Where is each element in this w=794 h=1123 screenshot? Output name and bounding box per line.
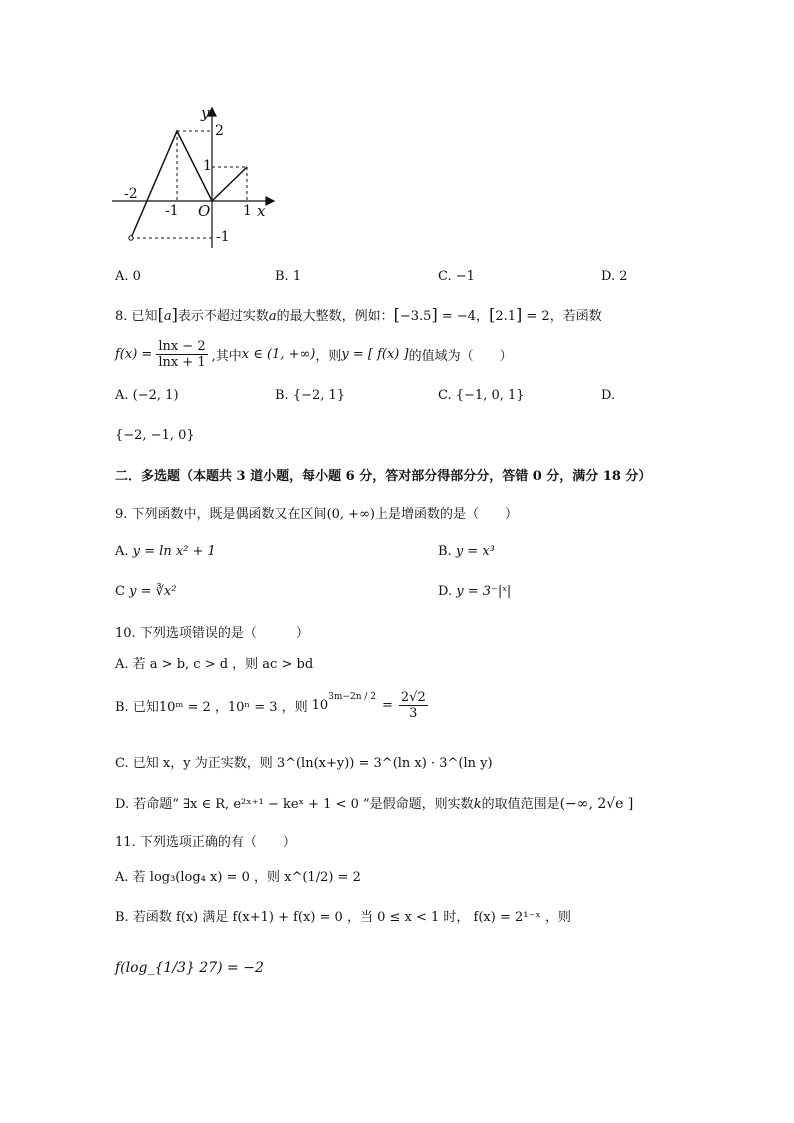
q9-option-d[interactable]: D. y = 3⁻|ˣ| [438,584,512,599]
q11-stem: 11. 下列选项正确的有（ ） [115,835,296,850]
q9-stem: 9. 下列函数中，既是偶函数又在区间(0, +∞)上是增函数的是（ ） [115,507,518,522]
q8-option-b[interactable]: B. {−2, 1} [275,388,346,403]
tick-y-1: 1 [203,158,212,174]
q10-option-b[interactable]: B. 已知10ᵐ = 2 ，10ⁿ = 3 ，则 10 3m−2n / 2 = $\frac{2√2}{3}$ [115,690,426,721]
y-axis-label: y [201,104,210,122]
q9-option-b[interactable]: B. y = x³ [438,544,495,559]
function-curve [131,131,247,238]
q8-stem-line2: f(x) = $\frac{\ln x - 2}{\ln x + 1}$ ,其中 x ∈ (1, +∞) ，则 y = [ f(x) ] 的值域为（ ） [115,339,513,370]
tick-x-neg1: -1 [165,203,179,219]
origin-label: O [198,202,211,220]
q11-option-a[interactable]: A. 若 log₃(log₄ x) = 0 ，则 x^(1/2) = 2 [115,870,361,885]
x-axis-label: x [257,202,266,220]
function-graph [108,104,278,254]
q8-stem-line1: 8. 已知[a]表示不超过实数a的最大整数，例如：[−3.5] = −4，[2.1] = 2，若函数 [115,305,602,324]
q7-option-c[interactable]: C. −1 [438,269,475,284]
q10-b-base: 10 [311,698,329,713]
q8-option-d[interactable]: D. [601,388,616,403]
tick-x-1: 1 [243,203,252,219]
q11-option-b-formula: f(log_{1/3} 27) = −2 [115,960,264,976]
q10-option-d[interactable]: D. 若命题“ ∃x ∈ R, e²ˣ⁺¹ − keˣ + 1 < 0 ”是假命题，则实数k的取值范围是(−∞, 2√e ] [115,796,634,812]
q8-option-d-value[interactable]: {−2, −1, 0} [115,428,195,443]
q8-fraction: $\frac{\ln x - 2}{\ln x + 1}$ [158,339,206,370]
q10-b-exponent: 3m−2n / 2 [328,691,376,702]
tick-x-neg2: -2 [124,186,138,202]
open-endpoint [129,236,133,240]
q9-option-c[interactable]: C y = ∛x² [115,584,177,599]
q10-stem: 10. 下列选项错误的是（ ） [115,626,309,641]
q8-option-c[interactable]: C. {−1, 0, 1} [438,388,525,403]
section-2-heading: 二．多选题（本题共 3 道小题，每小题 6 分，答对部分得部分分，答错 0 分，满分 18 分） [115,469,652,484]
x-axis-arrow [266,197,274,205]
q7-option-d[interactable]: D. 2 [601,269,628,284]
q10-option-a[interactable]: A. 若 a > b, c > d ，则 ac > bd [115,657,314,672]
tick-y-neg1: -1 [216,229,230,245]
q10-option-c[interactable]: C. 已知 x，y 为正实数，则 3^(ln(x+y)) = 3^(ln x) · 3^(ln y) [115,756,493,771]
q7-option-a[interactable]: A. 0 [115,269,141,284]
q7-option-b[interactable]: B. 1 [275,269,302,284]
q9-option-a[interactable]: A. y = ln x² + 1 [115,544,216,559]
tick-y-2: 2 [215,123,224,139]
q11-option-b[interactable]: B. 若函数 f(x) 满足 f(x+1) + f(x) = 0 ，当 0 ≤ x < 1 时， f(x) = 2¹⁻ˣ ，则 [115,910,571,925]
q8-option-a[interactable]: A. (−2, 1) [115,388,179,403]
